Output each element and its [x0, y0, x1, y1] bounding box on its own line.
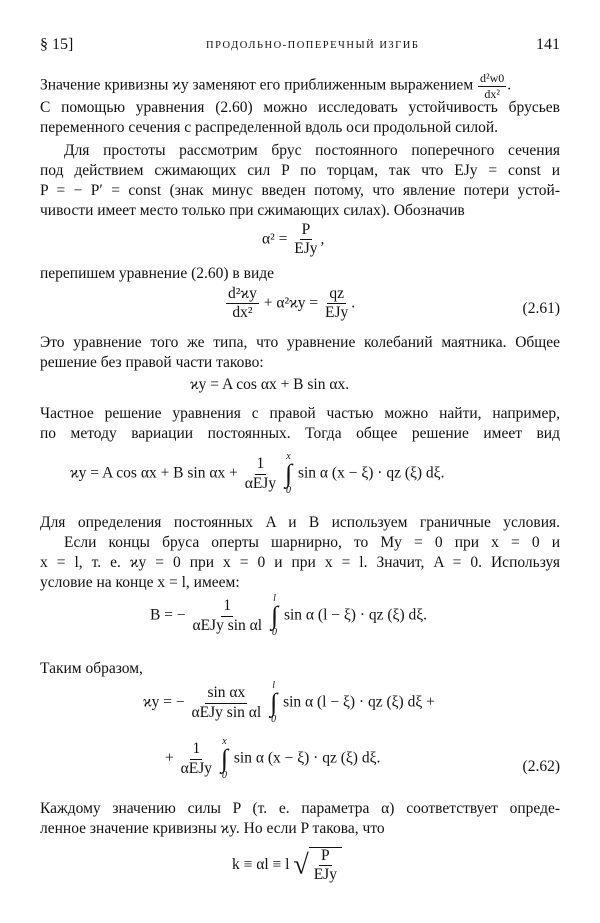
integral-sign: x ∫ 0 — [284, 451, 293, 496]
paragraph-line: P = − P′ = const (знак минус введен потому, что явление потери устой- — [40, 182, 560, 199]
equation-2-62-part1: ϰy = − sin αx αEJy sin αl l ∫ 0 sin α (l − ξ) · qz (ξ) dξ + — [143, 680, 435, 725]
paragraph-line: Для определения постоянных A и B используем граничные условия. — [40, 514, 560, 531]
paragraph-line: Частное решение уравнения с правой частью можно найти, например, — [40, 405, 560, 422]
equation-number: (2.61) — [522, 300, 560, 317]
integral-sign: l ∫ 0 — [270, 593, 279, 638]
paragraph-line: под действием сжимающих сил P по торцам, так что EJy = const и — [40, 162, 560, 179]
equation-k: k ≡ αl ≡ l √ P EJy — [232, 847, 342, 884]
paragraph-line: условие на конце x = l, имеем: — [40, 574, 240, 591]
paragraph-line: x = l, т. е. ϰy = 0 при x = 0 и при x = l. Значит, A = 0. Используя — [40, 554, 560, 571]
paragraph-line: чивости имеет место только при сжимающих силах). Обозначив — [40, 202, 465, 219]
section-mark: § 15] — [40, 36, 74, 53]
paragraph-line: ленное значение кривизны ϰy. Но если P такова, что — [40, 820, 385, 837]
paragraph-line: Каждому значению силы P (т. е. параметра α) соответствует опреде- — [40, 800, 560, 817]
text-run: Значение кривизны ϰy заменяют его приближенным выражением — [40, 76, 474, 94]
inline-fraction: $\frac{\text{d²w0}}{\text{dx²}}$ — [480, 71, 505, 101]
paragraph-line: Для простоты рассмотрим брус постоянного поперечного сечения — [64, 142, 560, 159]
running-title: ПРОДОЛЬНО-ПОПЕРЕЧНЫЙ ИЗГИБ — [206, 40, 420, 51]
sqrt-icon: √ — [293, 849, 309, 881]
paragraph-line: переменного сечения с распределенной вдоль оси продольной силой. — [40, 119, 498, 136]
paragraph-line: С помощью уравнения (2.60) можно исследовать устойчивость брусьев — [40, 99, 560, 116]
paragraph-line: решение без правой части таково: — [40, 354, 264, 371]
paragraph-line: Если концы бруса оперты шарнирно, то My = 0 при x = 0 и — [64, 534, 560, 551]
equation-general-solution: ϰy = A cos αx + B sin αx. — [190, 376, 350, 393]
integral-sign: x ∫ 0 — [220, 736, 228, 781]
paragraph-line: Это уравнение того же типа, что уравнение колебаний маятника. Общее — [40, 334, 560, 351]
equation-number: (2.62) — [522, 758, 560, 775]
equation-alpha: α² = P EJy , — [262, 221, 325, 258]
equation-2-61: $\frac{\text{d²ϰy}}{\text{dx²}}$ + α²ϰy = qz EJy . — [228, 285, 356, 322]
page-number: 141 — [536, 36, 560, 53]
paragraph-line: перепишем уравнение (2.60) в виде — [40, 265, 275, 282]
paragraph-line: Значение кривизны ϰy заменяют его приближенным выражением $\frac{\text{d²w0}}{\text{dx²}}$ . — [40, 71, 512, 101]
paragraph-line: Таким образом, — [40, 660, 143, 677]
paragraph-line: по методу вариации постоянных. Тогда общее решение имеет вид — [40, 425, 560, 442]
equation-full-solution: ϰy = A cos αx + B sin αx + 1 αEJy x ∫ 0 sin α (x − ξ) · qz (ξ) dξ. — [70, 451, 445, 496]
equation-B: B = − 1 αEJy sin αl l ∫ 0 sin α (l − ξ) · qz (ξ) dξ. — [150, 593, 428, 638]
equation-2-62-part2: + 1 αEJy x ∫ 0 sin α (x − ξ) · qz (ξ) dξ. — [165, 736, 381, 781]
integral-sign: l ∫ 0 — [270, 680, 278, 725]
